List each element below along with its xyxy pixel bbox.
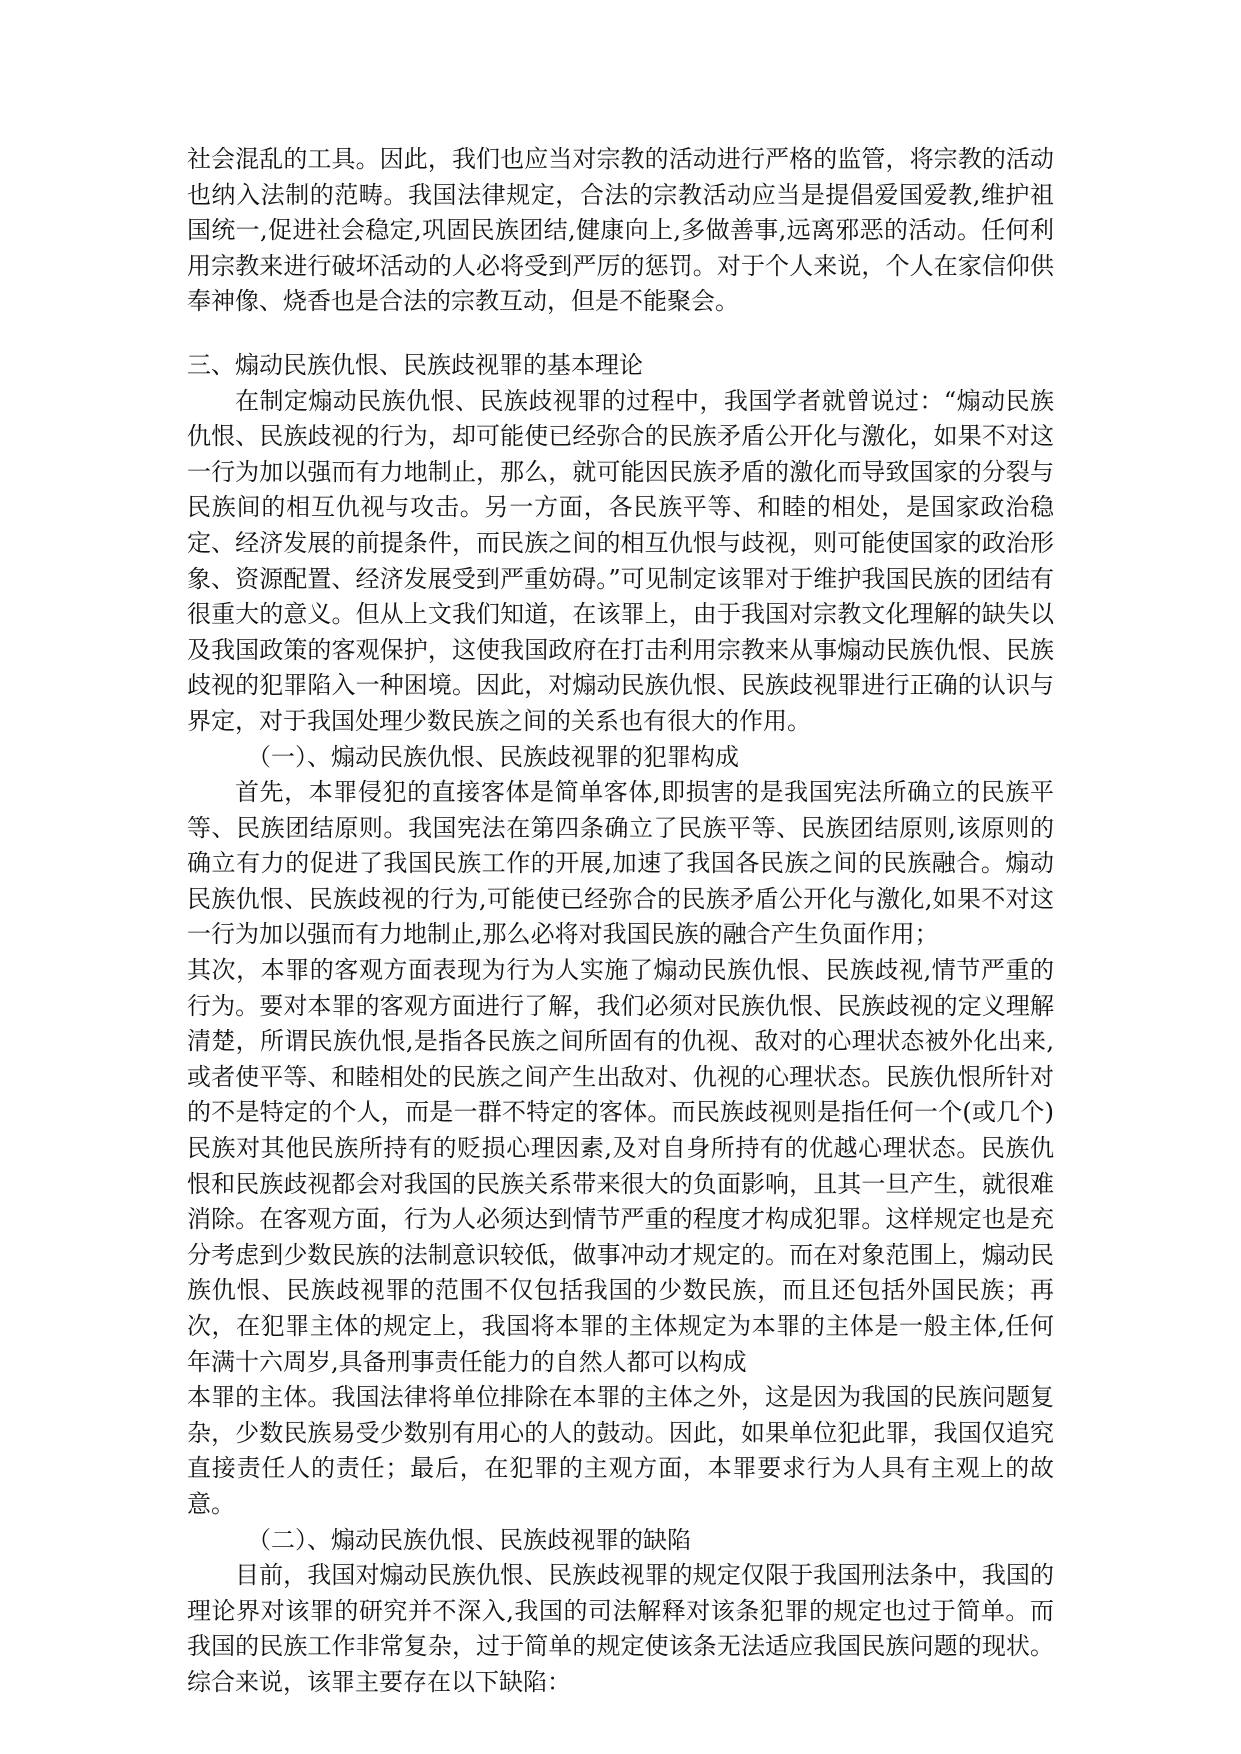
subsection-one-paragraph-first: 首先，本罪侵犯的直接客体是简单客体,即损害的是我国宪法所确立的民族平等、民族团结原则。我国宪法在第四条确立了民族平等、民族团结原则,该原则的确立有力的促进了我国民族工作的开展,加速了我国各民族之间的民族融合。煽动民族仇恨、民族歧视的行为,可能使已经弥合的民族矛盾公开化与激化,如果不对这一行为加以强而有力地制止,那么必将对我国民族的融合产生负面作用； (187, 778, 1054, 949)
section-three-heading: 三、煽动民族仇恨、民族歧视罪的基本理论 (187, 350, 643, 379)
continuation-paragraph: 社会混乱的工具。因此，我们也应当对宗教的活动进行严格的监管，将宗教的活动也纳入法制的范畴。我国法律规定，合法的宗教活动应当是提倡爱国爱教,维护祖国统一,促进社会稳定,巩固民族团结,健康向上,多做善事,远离邪恶的活动。任何利用宗教来进行破坏活动的人必将受到严厉的惩罚。对于个人来说，个人在家信仰供奉神像、烧香也是合法的宗教互动，但是不能聚会。 (187, 145, 1054, 316)
section-three-paragraph: 在制定煽动民族仇恨、民族歧视罪的过程中，我国学者就曾说过：“煽动民族仇恨、民族歧视的行为，却可能使已经弥合的民族矛盾公开化与激化，如果不对这一行为加以强而有力地制止，那么，就可能因民族矛盾的激化而导致国家的分裂与民族间的相互仇视与攻击。另一方面，各民族平等、和睦的相处，是国家政治稳定、经济发展的前提条件，而民族之间的相互仇恨与歧视，则可能使国家的政治形象、资源配置、经济发展受到严重妨碍。”可见制定该罪对于维护我国民族的团结有很重大的意义。但从上文我们知道，在该罪上，由于我国对宗教文化理解的缺失以及我国政策的客观保护，这使我国政府在打击利用宗教来从事煽动民族仇恨、民族歧视的犯罪陷入一种困境。因此，对煽动民族仇恨、民族歧视罪进行正确的认识与界定，对于我国处理少数民族之间的关系也有很大的作用。 (187, 386, 1054, 735)
paragraph-spacer (187, 320, 1054, 348)
subsection-two-heading: （二）、煽动民族仇恨、民族歧视罪的缺陷 (247, 1525, 691, 1554)
subsection-two-paragraph: 目前，我国对煽动民族仇恨、民族歧视罪的规定仅限于我国刑法条中，我国的理论界对该罪的研究并不深入,我国的司法解释对该条犯罪的规定也过于简单。而我国的民族工作非常复杂，过于简单的规定使该条无法适应我国民族问题的现状。综合来说，该罪主要存在以下缺陷： (187, 1561, 1054, 1696)
document-body (187, 142, 1054, 1701)
subsection-one-paragraph-third: 本罪的主体。我国法律将单位排除在本罪的主体之外，这是因为我国的民族问题复杂，少数民族易受少数别有用心的人的鼓动。因此，如果单位犯此罪，我国仅追究直接责任人的责任；最后，在犯罪的主观方面，本罪要求行为人具有主观上的故意。 (187, 1383, 1054, 1518)
subsection-one-heading: （一）、煽动民族仇恨、民族歧视罪的犯罪构成 (247, 742, 739, 771)
subsection-one-paragraph-second: 其次，本罪的客观方面表现为行为人实施了煽动民族仇恨、民族歧视,情节严重的行为。要对本罪的客观方面进行了解，我们必须对民族仇恨、民族歧视的定义理解清楚，所谓民族仇恨,是指各民族之间所固有的仇视、敌对的心理状态被外化出来,或者使平等、和睦相处的民族之间产生出敌对、仇视的心理状态。民族仇恨所针对的不是特定的个人，而是一群不特定的客体。而民族歧视则是指任何一个(或几个)民族对其他民族所持有的贬损心理因素,及对自身所持有的优越心理状态。民族仇恨和民族歧视都会对我国的民族关系带来很大的负面影响，且其一旦产生，就很难消除。在客观方面，行为人必须达到情节严重的程度才构成犯罪。这样规定也是充分考虑到少数民族的法制意识较低，做事冲动才规定的。而在对象范围上，煽动民族仇恨、民族歧视罪的范围不仅包括我国的少数民族，而且还包括外国民族；再次，在犯罪主体的规定上，我国将本罪的主体规定为本罪的主体是一般主体,任何年满十六周岁,具备刑事责任能力的自然人都可以构成 (187, 956, 1054, 1376)
